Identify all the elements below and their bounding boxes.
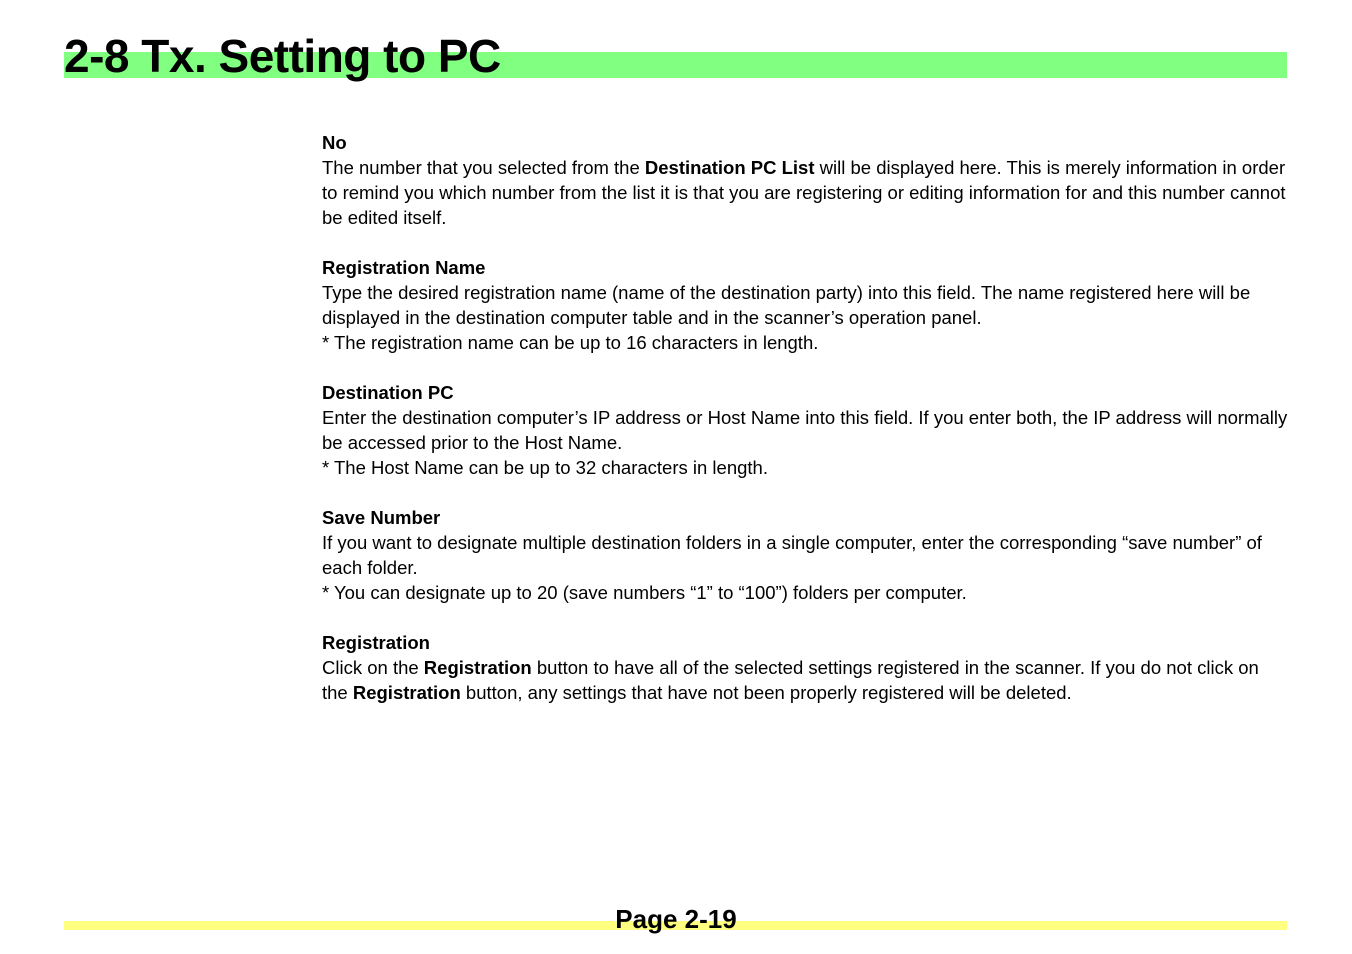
page-title: 2-8 Tx. Setting to PC [64, 30, 501, 82]
section-heading: No [322, 132, 347, 153]
body-text: button to have all of the selected settings registered in the scanner. If you do not click on the [322, 657, 1259, 703]
section-body: If you want to designate multiple destination folders in a single computer, enter the corresponding “save number” of each folder. [322, 532, 1262, 578]
section-note: * The Host Name can be up to 32 characters in length. [322, 457, 768, 478]
bold-term: Registration [423, 657, 532, 678]
section-registration [322, 630, 1288, 705]
section-note: * You can designate up to 20 (save numbers “1” to “100”) folders per computer. [322, 582, 967, 603]
section-body: Type the desired registration name (name of the destination party) into this field. The name registered here will be displayed in the destination computer table and in the scanner’s operation panel. [322, 282, 1251, 328]
section-registration-name [322, 255, 1288, 355]
body-text: button, any settings that have not been properly registered will be deleted. [460, 682, 1072, 703]
section-body: Enter the destination computer’s IP address or Host Name into this field. If you enter both, the IP address will normally be accessed prior to the Host Name. [322, 407, 1288, 453]
section-heading: Registration Name [322, 257, 486, 278]
section-body [322, 655, 1288, 705]
section-save-number [322, 505, 1288, 605]
section-destination-pc [322, 380, 1288, 480]
body-text: Click on the [322, 657, 424, 678]
body-text: will be displayed here. This is merely information in order to remind you which number from the list it is that you are registering or editing information for and this number cannot be edited itself. [322, 157, 1286, 228]
section-heading: Destination PC [322, 382, 454, 403]
page-number: Page 2-19 [615, 904, 737, 934]
section-no [322, 130, 1288, 230]
section-heading: Registration [322, 632, 430, 653]
section-heading: Save Number [322, 507, 441, 528]
bold-term: Destination PC List [644, 157, 815, 178]
body-text: The number that you selected from the [322, 157, 645, 178]
section-body [322, 155, 1288, 230]
main-content [322, 130, 1288, 730]
section-note: * The registration name can be up to 16 characters in length. [322, 332, 819, 353]
bold-term: Registration [352, 682, 461, 703]
